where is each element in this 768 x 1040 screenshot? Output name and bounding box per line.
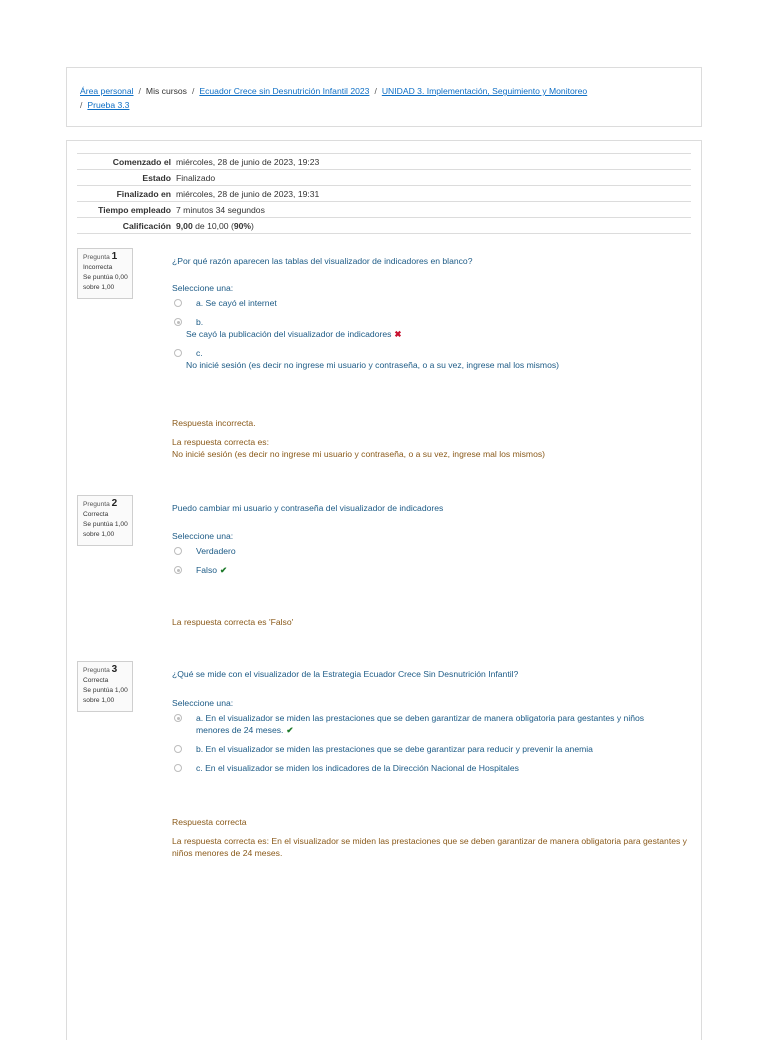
answer-option-falso[interactable] (172, 564, 692, 576)
summary-row (77, 170, 691, 186)
answer-option-a[interactable] (172, 712, 692, 736)
check-icon: ✔ (220, 565, 228, 575)
question-2-text: Puedo cambiar mi usuario y contraseña del visualizador de indicadores (172, 503, 444, 513)
answer-option-b[interactable] (172, 743, 692, 755)
breadcrumb-separator: / (374, 86, 377, 96)
answer-option-b[interactable] (172, 316, 692, 340)
breadcrumb-quiz[interactable]: Prueba 3.3 (87, 100, 130, 110)
summary-row (77, 186, 691, 202)
check-icon: ✔ (286, 725, 294, 735)
grade-value (176, 218, 691, 234)
summary-row (77, 218, 691, 234)
quiz-review (66, 140, 702, 1040)
answer-option-verdadero[interactable] (172, 545, 692, 557)
breadcrumb-area-personal[interactable]: Área personal (80, 86, 134, 96)
question-label: Pregunta (83, 254, 110, 261)
summary-label: Comenzado el (112, 157, 171, 167)
question-1-feedback (172, 417, 702, 460)
question-number (83, 665, 128, 676)
question-3-feedback (172, 816, 702, 859)
radio-button[interactable] (174, 547, 182, 555)
breadcrumb-course[interactable]: Ecuador Crece sin Desnutrición Infantil 2023 (199, 86, 370, 96)
question-num: 2 (111, 498, 118, 509)
question-1-text: ¿Por qué razón aparecen las tablas del visualizador de indicadores en blanco? (172, 256, 473, 266)
question-grade: Se puntúa 1,00 sobre 1,00 (83, 521, 128, 538)
question-label: Pregunta (83, 501, 110, 508)
cross-icon: ✖ (394, 329, 402, 339)
summary-value: miércoles, 28 de junio de 2023, 19:23 (176, 157, 320, 167)
breadcrumb-separator: / (191, 86, 195, 96)
question-3-info (77, 661, 133, 712)
option-text: Se cayó la publicación del visualizador de indicadores (186, 329, 392, 339)
question-state: Correcta (83, 511, 109, 518)
question-number (83, 252, 128, 263)
option-text: c. En el visualizador se miden los indicadores de la Dirección Nacional de Hospitales (196, 763, 519, 773)
select-one-label: Seleccione una: (172, 531, 234, 541)
select-one-label: Seleccione una: (172, 283, 234, 293)
summary-value: Finalizado (176, 173, 216, 183)
option-text: a. Se cayó el internet (196, 298, 277, 308)
question-num: 3 (111, 664, 118, 675)
question-2-answers (172, 531, 692, 583)
summary-label: Estado (142, 173, 171, 183)
question-1-answers (172, 283, 692, 378)
question-state: Correcta (83, 677, 109, 684)
radio-button-selected[interactable] (174, 566, 182, 574)
option-prefix: b. (196, 317, 204, 327)
feedback-correct-answer: No inicié sesión (es decir no ingrese mi usuario y contraseña, o a su vez, ingrese mal los mismos) (172, 449, 546, 459)
radio-button[interactable] (174, 745, 182, 753)
question-label: Pregunta (83, 667, 110, 674)
breadcrumb-separator: / (138, 86, 141, 96)
question-3-answers (172, 698, 692, 781)
question-number (83, 499, 128, 510)
question-grade: Se puntúa 0,00 sobre 1,00 (83, 274, 128, 291)
option-text: a. En el visualizador se miden las prestaciones que se deben garantizar de manera obligatoria para gestantes y niños menores de 24 meses. (196, 713, 645, 735)
breadcrumb-separator: / (80, 100, 83, 110)
radio-button[interactable] (174, 299, 182, 307)
breadcrumb (80, 84, 680, 112)
breadcrumb-container (66, 67, 702, 127)
question-grade: Se puntúa 1,00 sobre 1,00 (83, 687, 128, 704)
radio-button-selected[interactable] (174, 318, 182, 326)
question-state: Incorrecta (83, 264, 113, 271)
option-text: b. En el visualizador se miden las prestaciones que se debe garantizar para reducir y prevenir la anemia (196, 744, 593, 754)
attempt-summary-table (77, 153, 691, 234)
summary-label: Finalizado en (116, 189, 171, 199)
summary-label: Calificación (122, 221, 171, 231)
feedback-correct-answer: La respuesta correcta es 'Falso' (172, 617, 294, 627)
question-1-info (77, 248, 133, 299)
grade-score: 9,00 (176, 221, 193, 231)
answer-option-c[interactable] (172, 762, 692, 774)
grade-close: ) (251, 221, 254, 231)
feedback-correct-answer: La respuesta correcta es: En el visualizador se miden las prestaciones que se deben garantizar de manera obligatoria para gestantes y niños menores de 24 meses. (172, 836, 687, 858)
question-2-feedback (172, 616, 702, 628)
breadcrumb-mis-cursos: Mis cursos (145, 86, 187, 96)
option-text: No inicié sesión (es decir no ingrese mi usuario y contraseña, o a su vez, ingrese mal los mismos) (186, 360, 560, 370)
radio-button[interactable] (174, 764, 182, 772)
option-text: Verdadero (196, 546, 236, 556)
grade-percent: 90% (233, 221, 252, 231)
summary-value: 7 minutos 34 segundos (176, 205, 265, 215)
answer-option-c[interactable] (172, 347, 692, 371)
question-num: 1 (111, 251, 118, 262)
breadcrumb-unit[interactable]: UNIDAD 3. Implementación, Seguimiento y Monitoreo (381, 86, 588, 96)
radio-button-selected[interactable] (174, 714, 182, 722)
question-2-info (77, 495, 133, 546)
radio-button[interactable] (174, 349, 182, 357)
summary-value: miércoles, 28 de junio de 2023, 19:31 (176, 189, 320, 199)
feedback-result: Respuesta correcta (172, 817, 247, 827)
answer-option-a[interactable] (172, 297, 692, 309)
option-text: Falso (196, 565, 218, 575)
option-prefix: c. (196, 348, 203, 358)
summary-label: Tiempo empleado (98, 205, 171, 215)
feedback-result: Respuesta incorrecta. (172, 418, 256, 428)
feedback-correct-label: La respuesta correcta es: (172, 437, 269, 447)
grade-of: de 10,00 ( (195, 221, 234, 231)
summary-row (77, 202, 691, 218)
summary-row (77, 154, 691, 170)
select-one-label: Seleccione una: (172, 698, 234, 708)
question-3-text: ¿Qué se mide con el visualizador de la Estrategia Ecuador Crece Sin Desnutrición Infantil? (172, 669, 519, 679)
